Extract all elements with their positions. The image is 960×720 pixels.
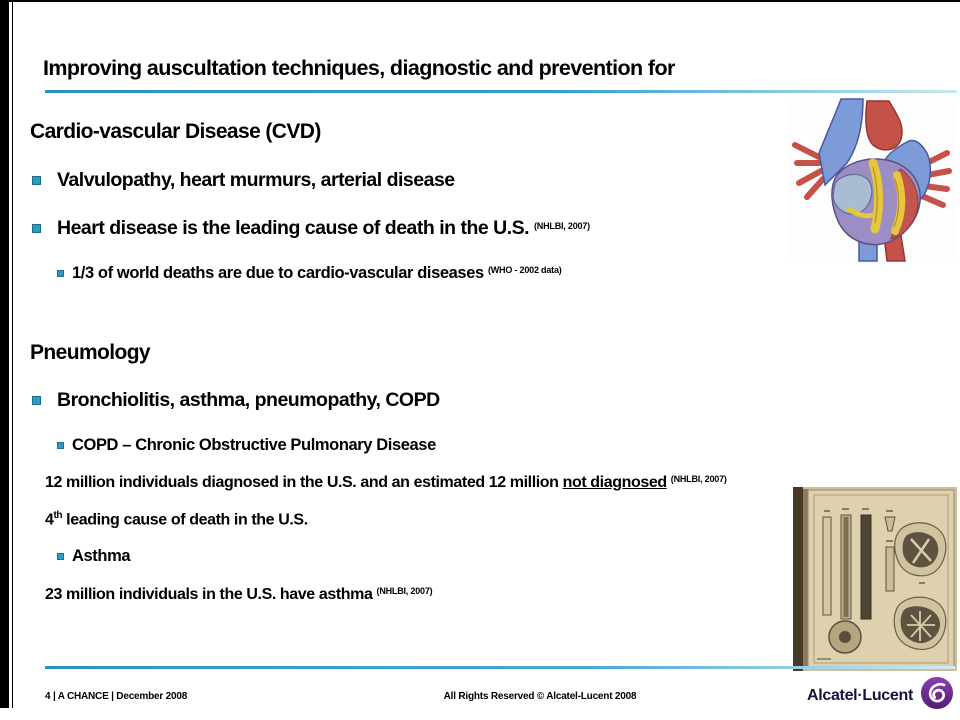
stat-copd-rank bbox=[45, 510, 745, 530]
ordinal-superscript: th bbox=[53, 510, 63, 521]
alcatel-lucent-wordmark: Alcatel·Lucent bbox=[806, 686, 913, 704]
bullet-text bbox=[57, 217, 590, 239]
stat-copd-diagnosed bbox=[45, 473, 895, 492]
subbullet-world-deaths bbox=[57, 264, 797, 283]
subbullet-copd bbox=[57, 436, 777, 455]
section-heading-cvd: Cardio-vascular Disease (CVD) bbox=[30, 120, 321, 143]
stat-underlined-text: not diagnosed bbox=[562, 474, 667, 491]
bullet-text bbox=[72, 264, 562, 283]
bullet-square-icon bbox=[57, 442, 64, 449]
citation-nhlbi: (NHLBI, 2007) bbox=[670, 474, 727, 484]
alcatel-lucent-brand bbox=[807, 676, 954, 715]
citation-nhlbi: (NHLBI, 2007) bbox=[534, 221, 590, 231]
bullet-square-icon bbox=[32, 176, 41, 185]
bullet-square-icon bbox=[57, 553, 64, 560]
bullet-text: COPD – Chronic Obstructive Pulmonary Disease bbox=[72, 436, 436, 454]
slide-top-border bbox=[0, 0, 960, 2]
bullet-text: Bronchiolitis, asthma, pneumopathy, COPD bbox=[57, 389, 440, 411]
footer-copyright: All Rights Reserved © Alcatel-Lucent 2008 bbox=[443, 691, 637, 702]
slide-left-border-line bbox=[12, 0, 13, 708]
footer-rule bbox=[45, 666, 955, 669]
bullet-square-icon bbox=[32, 396, 41, 405]
heart-illustration-image bbox=[789, 97, 955, 263]
bullet-bronchiolitis bbox=[32, 389, 762, 411]
slide-left-bar bbox=[0, 0, 9, 708]
subbullet-asthma bbox=[57, 547, 757, 566]
bullet-text: Valvulopathy, heart murmurs, arterial disease bbox=[57, 169, 455, 191]
citation-who: (WHO - 2002 data) bbox=[487, 265, 562, 275]
bullet-square-icon bbox=[32, 224, 41, 233]
bullet-heart-disease bbox=[32, 217, 792, 239]
stat-text: 12 million individuals diagnosed in the U.S. and an estimated 12 million bbox=[45, 474, 563, 491]
bullet-text: Asthma bbox=[72, 547, 131, 565]
bullet-square-icon bbox=[57, 270, 64, 277]
alcatel-lucent-logo-icon bbox=[920, 676, 954, 715]
slide-title: Improving auscultation techniques, diagnostic and prevention for bbox=[43, 56, 675, 80]
stat-asthma bbox=[45, 585, 745, 604]
stat-text: 23 million individuals in the U.S. have asthma bbox=[45, 586, 377, 603]
bullet-text-main: 1/3 of world deaths are due to cardio-vascular diseases bbox=[72, 264, 484, 282]
section-heading-pneumology: Pneumology bbox=[30, 341, 151, 364]
bullet-text-main: Heart disease is the leading cause of death in the U.S. bbox=[57, 217, 530, 239]
stethoscope-book-image bbox=[793, 487, 957, 671]
footer-page-info: 4 | A CHANCE | December 2008 bbox=[45, 691, 188, 702]
title-underline-rule bbox=[45, 90, 957, 93]
stat-text: leading cause of death in the U.S. bbox=[62, 511, 308, 529]
citation-nhlbi: (NHLBI, 2007) bbox=[376, 586, 433, 596]
stat-number: 4 bbox=[45, 511, 54, 529]
bullet-valvulopathy bbox=[32, 169, 762, 191]
